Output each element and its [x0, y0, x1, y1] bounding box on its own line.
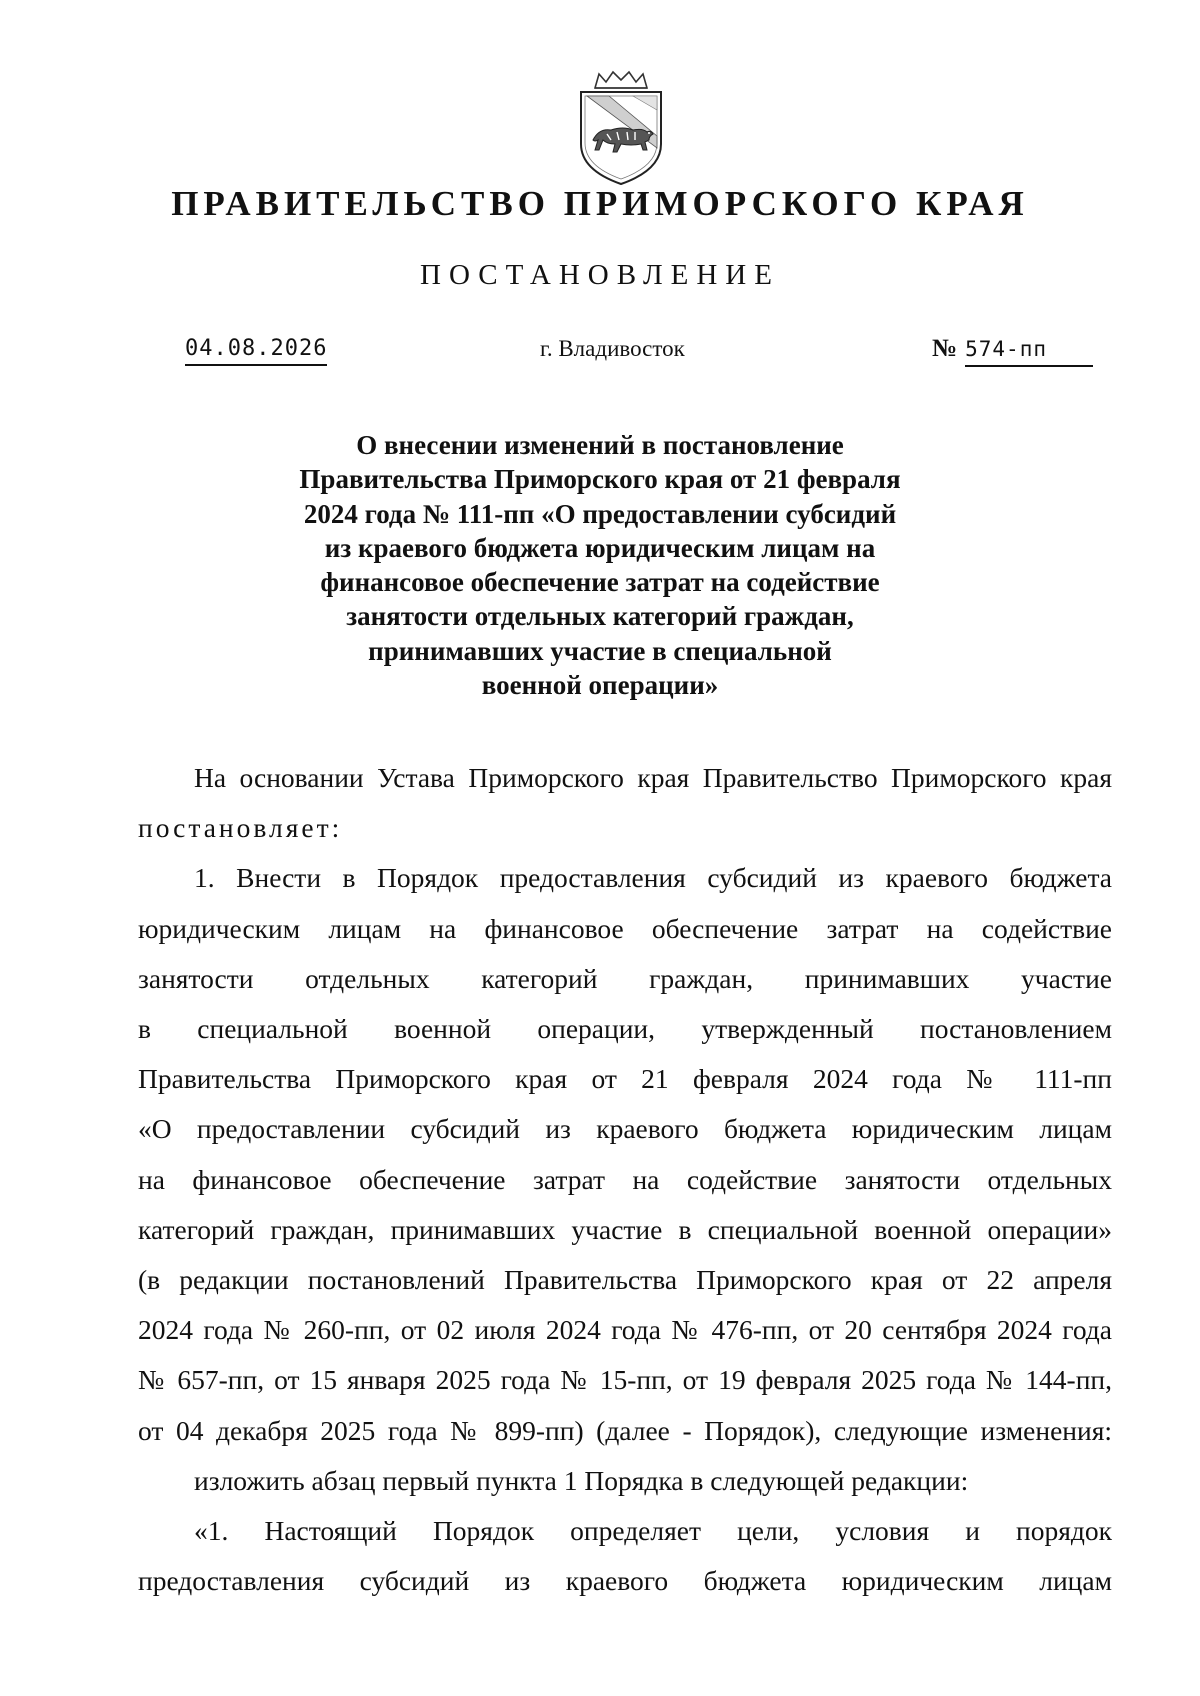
heading-line: принимавших участие в специальной: [368, 635, 832, 666]
body-line: категорий граждан, принимавших участие в специальной военной операции»: [138, 1213, 1112, 1245]
body-line: постановляет:: [138, 812, 343, 844]
body-line: «О предоставлении субсидий из краевого бюджета юридическим лицам: [138, 1113, 1112, 1145]
body-line: На основании Устава Приморского края Правительство Приморского края: [194, 762, 1112, 793]
number-value: 574-пп: [965, 334, 1093, 367]
body-line: от 04 декабря 2025 года № 899-пп) (далее - Порядок), следующие изменения:: [138, 1414, 1112, 1446]
heading-line: из краевого бюджета юридическим лицам на: [324, 532, 876, 563]
body-line: юридическим лицам на финансовое обеспечение затрат на содействие: [138, 912, 1112, 944]
body-line: № 657-пп, от 15 января 2025 года № 15-пп, от 19 февраля 2025 года № 144-пп,: [138, 1364, 1112, 1396]
body-line: Правительства Приморского края от 21 февраля 2024 года № 111-пп: [138, 1063, 1112, 1095]
body-line: «1. Настоящий Порядок определяет цели, условия и порядок: [194, 1515, 1112, 1547]
heading-line: военной операции»: [481, 670, 719, 701]
heading-line: занятости отдельных категорий граждан,: [346, 601, 854, 632]
body-line: 1. Внести в Порядок предоставления субсидий из краевого бюджета: [194, 862, 1112, 894]
heading-line: финансовое обеспечение затрат на содействие: [320, 567, 880, 598]
document-number: [932, 334, 1102, 367]
body-line: в специальной военной операции, утвержденный постановлением: [138, 1013, 1112, 1045]
number-sign: №: [932, 335, 958, 362]
primorsky-krai-coat-of-arms-icon: [573, 70, 669, 188]
body-line: занятости отдельных категорий граждан, принимавших участие: [138, 962, 1112, 994]
body-line: (в редакции постановлений Правительства Приморского края от 22 апреля: [138, 1264, 1112, 1296]
document-type: ПОСТАНОВЛЕНИЕ: [420, 259, 780, 291]
body-line: изложить абзац первый пункта 1 Порядка в следующей редакции:: [194, 1464, 969, 1496]
body-line: на финансовое обеспечение затрат на содействие занятости отдельных: [138, 1163, 1112, 1195]
heading-line: 2024 года № 111-пп «О предоставлении субсидий: [303, 498, 897, 529]
heading-line: Правительства Приморского края от 21 февраля: [299, 464, 901, 495]
heading-line: О внесении изменений в постановление: [356, 430, 844, 460]
body-line: 2024 года № 260-пп, от 02 июля 2024 года № 476-пп, от 20 сентября 2024 года: [138, 1314, 1112, 1346]
document-city: г. Владивосток: [540, 336, 685, 361]
body-line: предоставления субсидий из краевого бюджета юридическим лицам: [138, 1565, 1112, 1597]
organization-title: ПРАВИТЕЛЬСТВО ПРИМОРСКОГО КРАЯ: [171, 184, 1029, 223]
document-date: 04.08.2026: [185, 335, 327, 366]
document-heading: [0, 428, 1200, 702]
document-body: [138, 753, 1112, 1606]
